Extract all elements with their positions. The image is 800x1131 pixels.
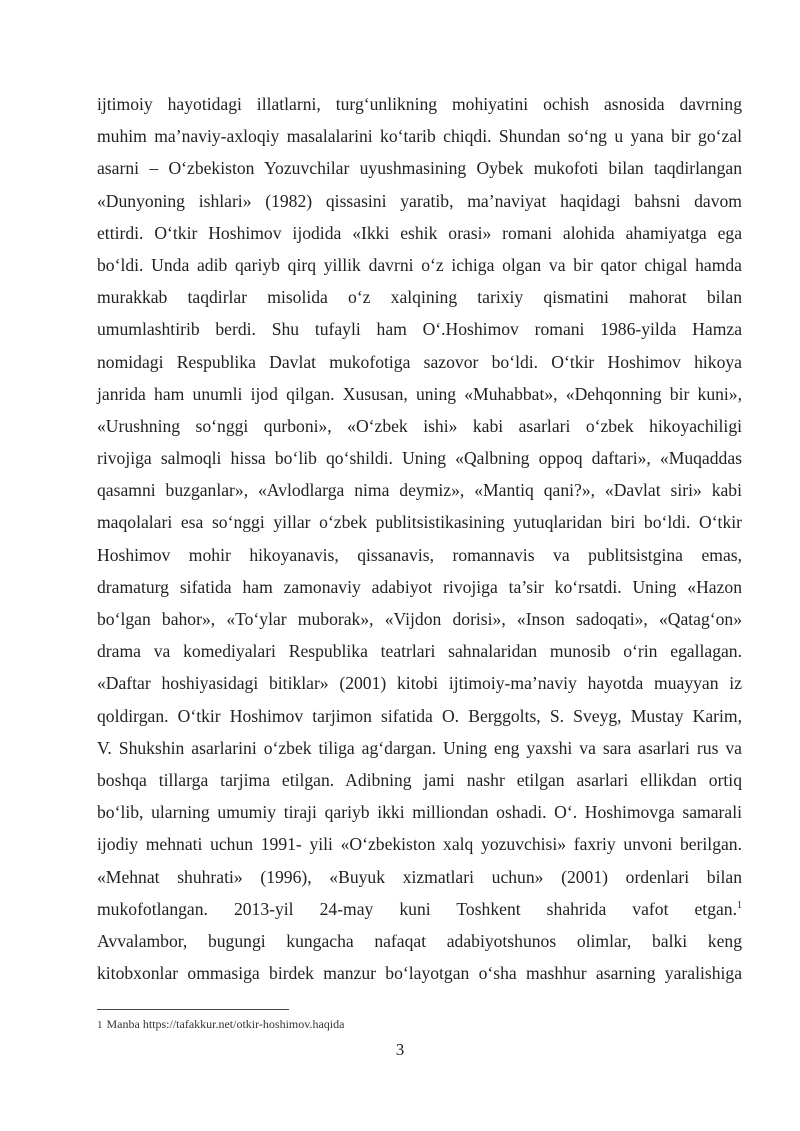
text-line: qoldirgan. O‘tkir Hoshimov tarjimon sifatida O. Berggolts, S. Sveyg, Mustay Karim,: [97, 705, 742, 726]
page-number: 3: [395, 1040, 405, 1059]
text-line: nomidagi Respublika Davlat mukofotiga sazovor bo‘ldi. O‘tkir Hoshimov hikoya: [97, 351, 742, 372]
text-line: bo‘ldi. Unda adib qariyb qirq yillik davrni o‘z ichiga olgan va bir qator chigal hamda: [97, 254, 742, 275]
text-line: ettirdi. O‘tkir Hoshimov ijodida «Ikki eshik orasi» romani alohida ahamiyatga ega: [97, 222, 742, 243]
text-line: murakkab taqdirlar misolida o‘z xalqining tarixiy qismatini mahorat bilan: [97, 287, 742, 308]
text-line: bo‘lgan bahor», «To‘ylar muborak», «Vijdon dorisi», «Inson sadoqati», «Qatag‘on»: [97, 609, 742, 629]
text-line: Hoshimov mohir hikoyanavis, qissanavis, romannavis va publitsistgina emas,: [97, 544, 742, 565]
text-line: V. Shukshin asarlarini o‘zbek tiliga ag‘dargan. Uning eng yaxshi va sara asarlari rus va: [97, 737, 742, 758]
text-line: kitobxonlar ommasiga birdek manzur bo‘layotgan o‘sha mashhur asarning yaralishiga: [97, 963, 742, 984]
text-line: ijtimoiy hayotidagi illatlarni, turg‘unlikning mohiyatini ochish asnosida davrning: [97, 94, 742, 114]
text-line: boshqa tillarga tarjima etilgan. Adibning jami nashr etilgan asarlari ellikdan ortiq: [97, 769, 742, 790]
text-line: muhim ma’naviy-axloqiy masalalarini ko‘tarib chiqdi. Shundan so‘ng u yana bir go‘zal: [97, 126, 742, 147]
footnote: [97, 1016, 344, 1033]
body-text: [97, 88, 742, 989]
text-line: ijodiy mehnati uchun 1991- yili «O‘zbekiston xalq yozuvchisi» faxriy unvoni berilgan.: [97, 834, 742, 855]
text-line: dramaturg sifatida ham zamonaviy adabiyot rivojiga ta’sir ko‘rsatdi. Uning «Hazon: [97, 576, 742, 597]
text-line-content: mukofotlangan. 2013-yil 24-may kuni Toshkent shahrida vafot etgan.: [97, 898, 737, 919]
text-line: bo‘lib, ularning umumiy tiraji qariyb ikki milliondan oshadi. O‘. Hoshimovga samarali: [97, 802, 742, 823]
text-line: janrida ham unumli ijod qilgan. Xususan, uning «Muhabbat», «Dehqonning bir kuni»,: [97, 383, 742, 404]
text-line-with-footnote-ref: [97, 893, 742, 925]
text-line: asarni – O‘zbekiston Yozuvchilar uyushmasining Oybek mukofoti bilan taqdirlangan: [97, 158, 742, 179]
footnote-mark: 1: [97, 1019, 103, 1031]
text-line: umumlashtirib berdi. Shu tufayli ham O‘.Hoshimov romani 1986-yilda Hamza: [97, 319, 742, 340]
text-line: «Mehnat shuhrati» (1996), «Buyuk xizmatlari uchun» (2001) ordenlari bilan: [97, 866, 742, 887]
text-line: drama va komediyalari Respublika teatrlari sahnalaridan munosib o‘rin egallagan.: [97, 641, 742, 662]
footnote-text: Manba https://tafakkur.net/otkir-hoshimov.haqida: [106, 1017, 345, 1031]
text-line: qasamni buzganlar», «Avlodlarga nima deymiz», «Mantiq qani?», «Davlat siri» kabi: [97, 480, 742, 501]
text-line: rivojiga salmoqli hissa bo‘lib qo‘shildi. Uning «Qalbning oppoq daftari», «Muqaddas: [97, 448, 742, 469]
text-line: Avvalambor, bugungi kungacha nafaqat adabiyotshunos olimlar, balki keng: [97, 930, 742, 951]
footnote-separator: [97, 1009, 289, 1010]
footnote-reference[interactable]: 1: [737, 899, 742, 911]
text-line: «Dunyoning ishlari» (1982) qissasini yaratib, ma’naviyat haqidagi bahsni davom: [97, 190, 742, 211]
text-line: «Urushning so‘nggi qurboni», «O‘zbek ishi» kabi asarlari o‘zbek hikoyachiligi: [97, 415, 742, 436]
text-line: maqolalari esa so‘nggi yillar o‘zbek publitsistikasining yutuqlaridan biri bo‘ldi. O‘tkir: [97, 512, 742, 533]
text-line: «Daftar hoshiyasidagi bitiklar» (2001) kitobi ijtimoiy-ma’naviy hayotda muayyan iz: [97, 673, 742, 694]
